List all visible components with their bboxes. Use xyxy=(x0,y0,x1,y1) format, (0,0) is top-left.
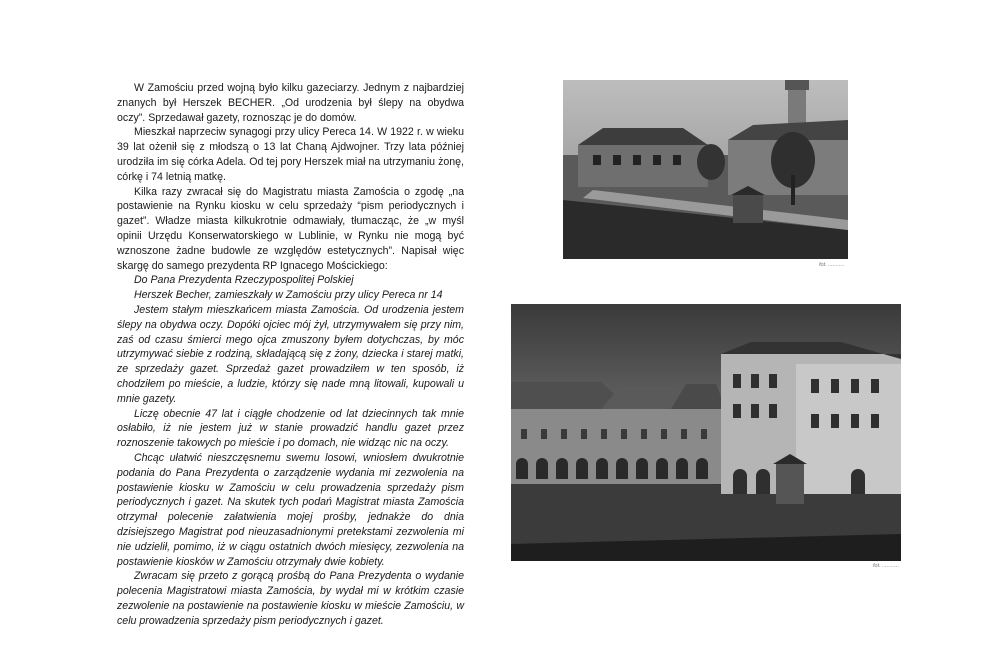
market-square-photo-top xyxy=(563,80,848,259)
article-paragraph: Herszek Becher, zamieszkały w Zamościu przy ulicy Pereca nr 14 xyxy=(134,289,443,302)
article-paragraph: Do Pana Prezydenta Rzeczypospolitej Polskiej xyxy=(134,274,354,287)
article-paragraph: Liczę obecnie 47 lat i ciągłe chodzenie od lat dziecinnych tak mnie osłabiło, iż nie jestem już w stanie prowadzić handlu gazet przez roznoszenie takowych po mieście i po domach, nie widząc nic na oczy. xyxy=(117,407,464,450)
article-paragraph: Mieszkał naprzeciw synagogi przy ulicy Pereca 14. W 1922 r. w wieku 39 lat ożenił się z młodszą o 13 lat Chaną Ajdwojner. Trzy lata później urodziła im się córka Adela. Od tej pory Herszek miał na utrzymaniu żonę, córkę i 74 letnią matkę. xyxy=(117,126,464,183)
article-paragraph: Chcąc ułatwić nieszczęsnemu swemu losowi, wniosłem dwukrotnie podania do Pana Prezydenta o zarządzenie wydania mi zezwolenia na postawienie kiosku w Zamościu w celu prowadzenia sprzedaży pism periodycznych i gazet. Na skutek tych podań Magistrat miasta Zamościa otrzymał polecenie załatwienia mojej prośby, jednakże do dnia dzisiejszego Magistrat pod nieuzasadnionymi pretekstami zezwolenia mi nie udzielił, pomimo, iż w ciągu ostatnich dwóch miesięcy, zezwolenia na postawienie kiosków w Zamościu otrzymały dwie kobiety. xyxy=(117,451,464,568)
market-square-photo-top-image xyxy=(563,80,848,259)
article-paragraph: Kilka razy zwracał się do Magistratu miasta Zamościa o zgodę „na postawienie na Rynku kiosku w celu sprzedaży “pism periodycznych i gazet”. Władze miasta kilkukrotnie odmawiały, tłumacząc, że „w myśl opinii Urzędu Konserwatorskiego w Lublinie, w Rynku nie mogą być wznoszone żadne budowle ze względów estetycznych”. Napisał więc skargę do samego prezydenta RP Ignacego Mościckiego: xyxy=(117,185,464,272)
article-text xyxy=(117,81,464,628)
article-paragraph: Jestem stałym mieszkańcem miasta Zamościa. Od urodzenia jestem ślepy na obydwa oczy. Dopóki ojciec mój żył, utrzymywałem się przy nim, zaś od czasu śmierci mego ojca zmuszony byłem dotychczas, by móc utrzymywać siebie z rodziną, składającą się z żony, dziecka i starej matki, ze sprzedaży gazet. Sprzedaż gazet prowadziłem w ten sposób, iż chodziłem po mieście, a ludzie, którzy się nade mną litowali, kupowali u mnie gazety. xyxy=(117,303,464,405)
photo-credit-bottom: fot. ........... xyxy=(873,563,899,569)
photo-credit-top: fot. ........... xyxy=(819,262,845,268)
article-paragraph: Zwracam się przeto z gorącą prośbą do Pana Prezydenta o wydanie polecenia Magistratowi miasta Zamościa, by wydał mi w krótkim czasie zezwolenie na postawienie na postawienie kiosku w mieście Zamościu, w celu prowadzenia sprzedaży pism periodycznych i gazet. xyxy=(117,570,464,627)
market-square-photo-bottom-image xyxy=(511,304,901,561)
market-square-photo-bottom xyxy=(511,304,901,561)
article-paragraph: W Zamościu przed wojną było kilku gazeciarzy. Jednym z najbardziej znanych był Herszek BECHER. „Od urodzenia był ślepy na obydwa oczy”. Sprzedawał gazety, roznosząc je do domów. xyxy=(117,82,464,124)
